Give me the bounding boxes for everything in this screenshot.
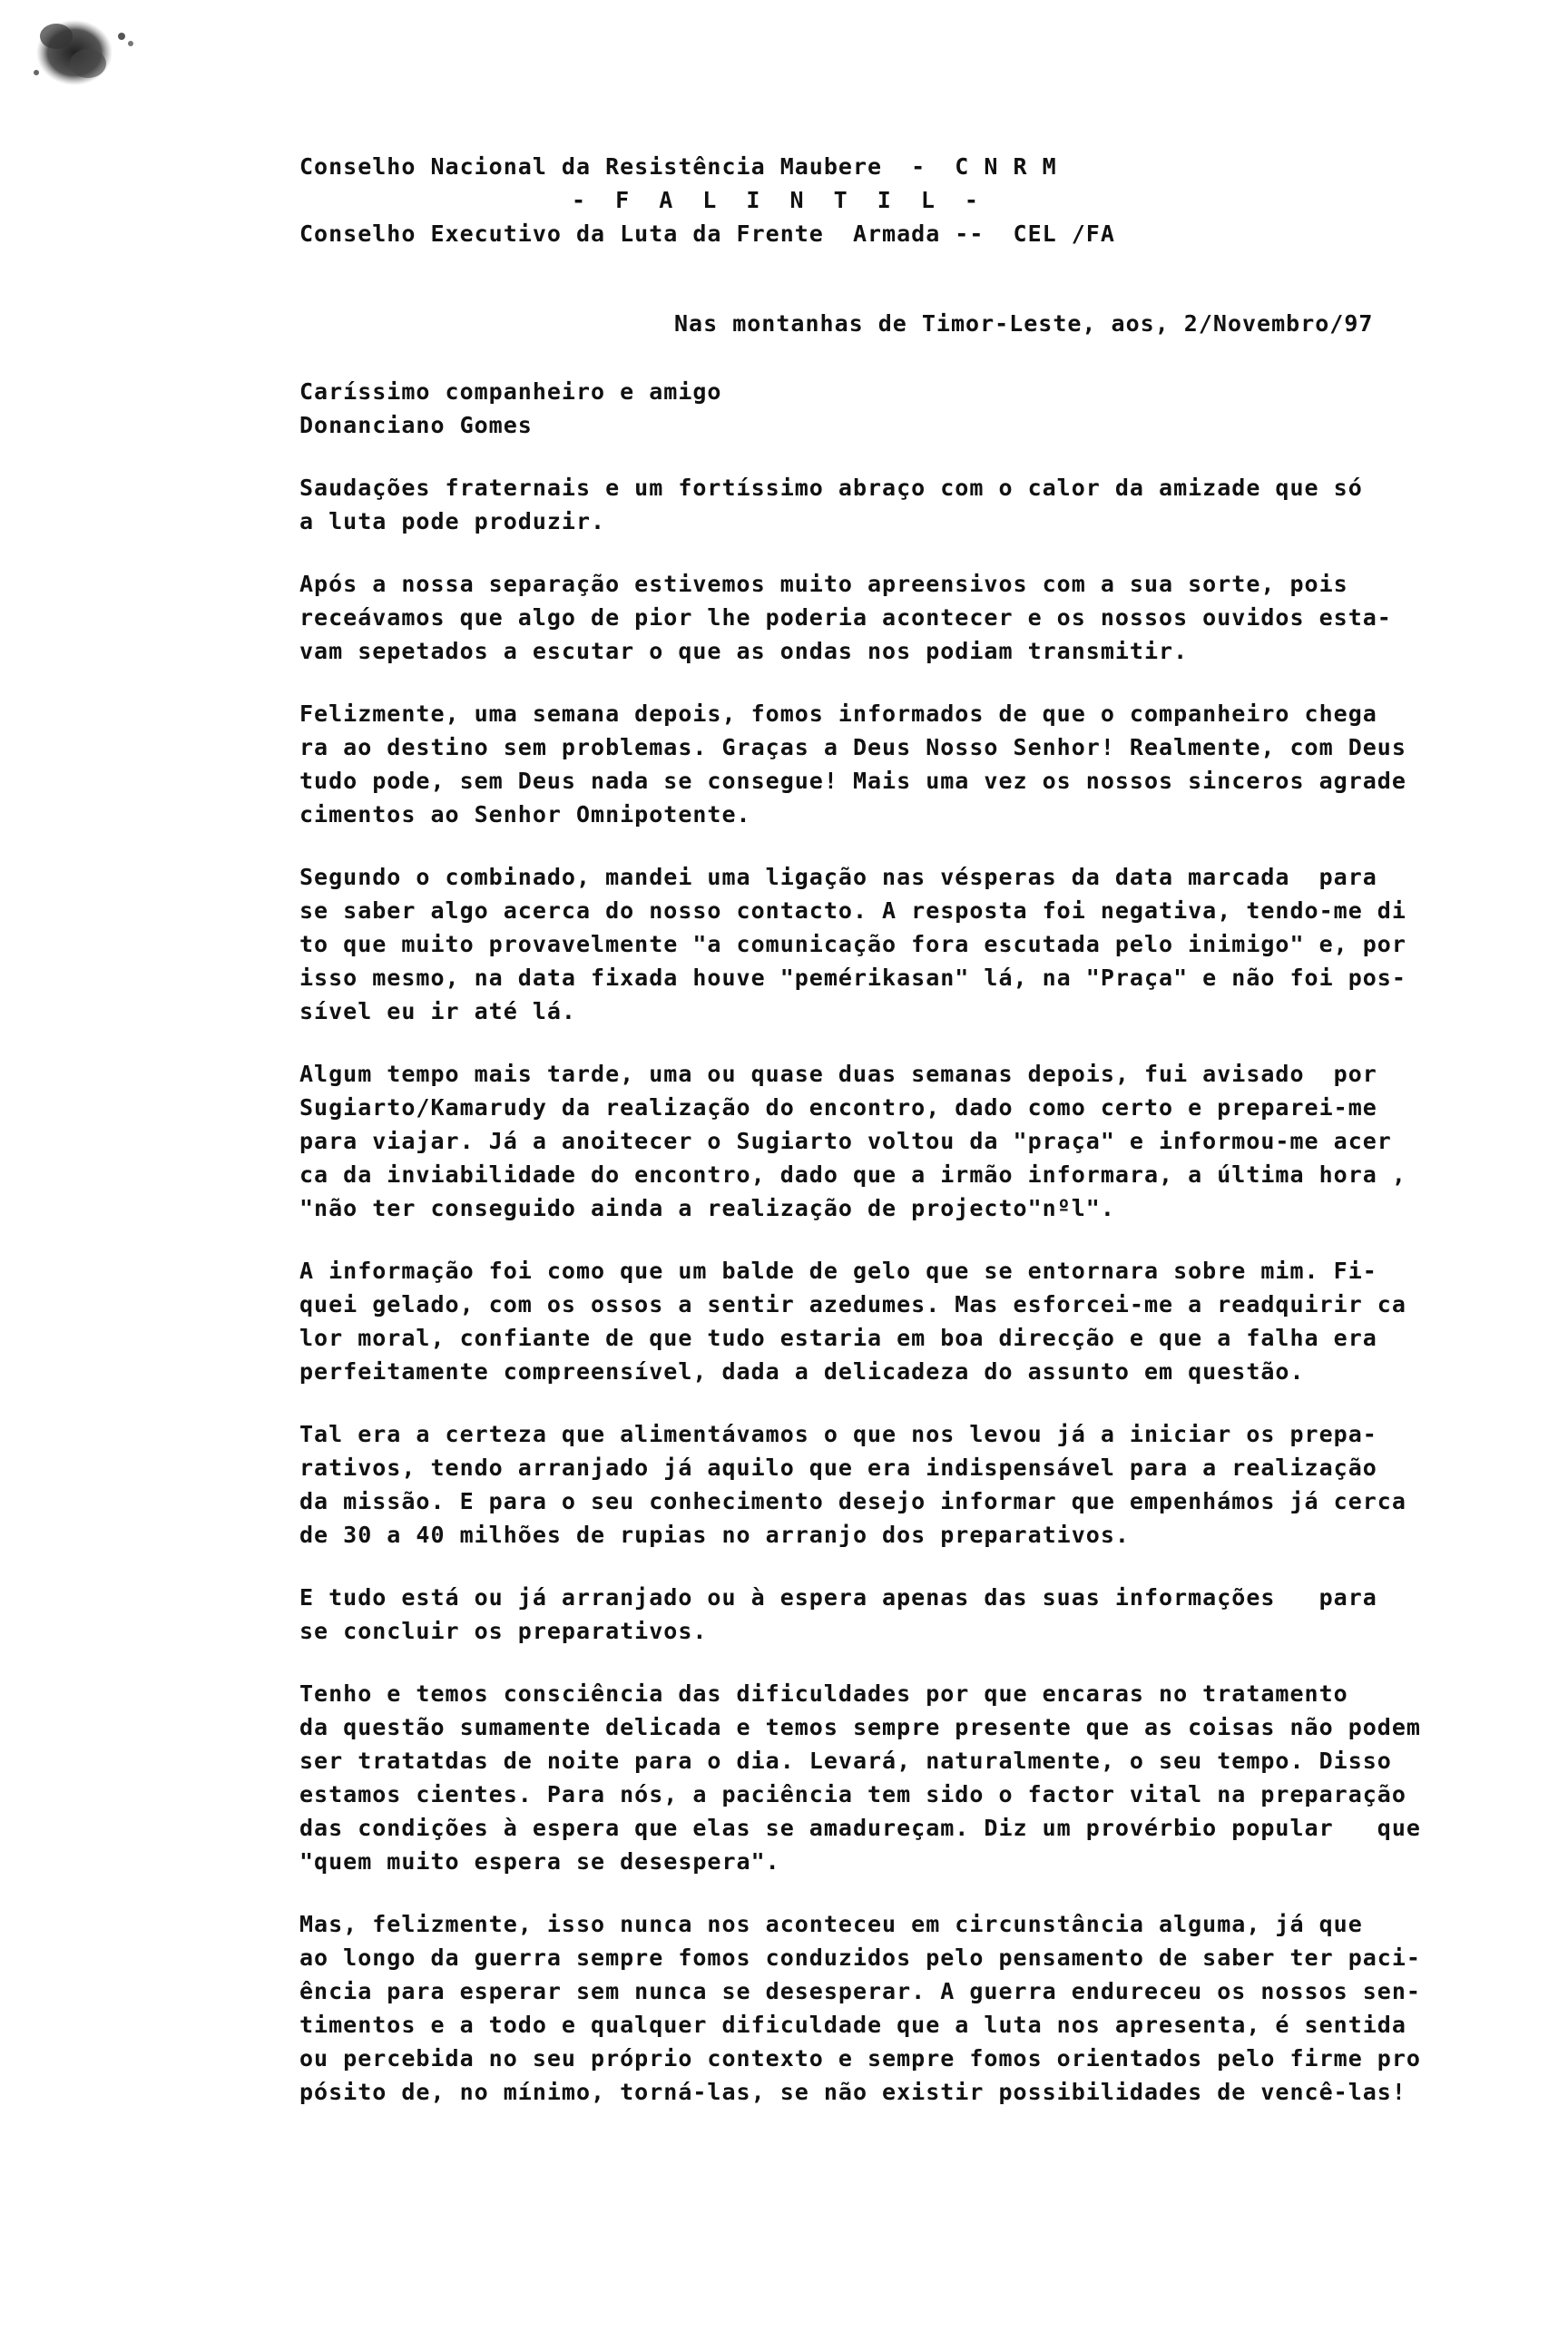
salutation-line-1: Caríssimo companheiro e amigo: [299, 378, 722, 405]
paragraph: [299, 697, 1452, 831]
paragraph-line: a luta pode produzir.: [299, 508, 606, 534]
paragraph-line: "não ter conseguido ainda a realização de projecto"nºl".: [299, 1195, 1115, 1221]
paragraph: [299, 1581, 1452, 1648]
letterhead: [299, 150, 1452, 250]
letterhead-line-3: Conselho Executivo da Luta da Frente Armada -- CEL /FA: [299, 220, 1115, 247]
paragraph-line: Sugiarto/Kamarudy da realização do encontro, dado como certo e preparei-me: [299, 1094, 1377, 1121]
paragraph-line: da missão. E para o seu conhecimento desejo informar que empenhámos já cerca: [299, 1488, 1406, 1514]
paragraph-line: se concluir os preparativos.: [299, 1618, 708, 1644]
paragraph-line: "quem muito espera se desespera".: [299, 1848, 780, 1875]
paragraph: [299, 1417, 1452, 1552]
paragraph-line: Segundo o combinado, mandei uma ligação nas vésperas da data marcada para: [299, 864, 1377, 890]
paragraph: [299, 860, 1452, 1028]
paragraph-line: Saudações fraternais e um fortíssimo abraço com o calor da amizade que só: [299, 475, 1363, 501]
paragraph-line: timentos e a todo e qualquer dificuldade que a luta nos apresenta, é sentida: [299, 2012, 1406, 2038]
paragraph-line: ra ao destino sem problemas. Graças a Deus Nosso Senhor! Realmente, com Deus: [299, 734, 1406, 760]
ink-stain-mark: [20, 9, 142, 95]
paragraph: [299, 567, 1452, 668]
paragraph: [299, 1907, 1452, 2109]
paragraph-line: Mas, felizmente, isso nunca nos aconteceu em circunstância alguma, já que: [299, 1911, 1363, 1937]
paragraph: [299, 471, 1452, 538]
paragraph-line: isso mesmo, na data fixada houve "pemérikasan" lá, na "Praça" e não foi pos-: [299, 965, 1406, 991]
paragraph-line: rativos, tendo arranjado já aquilo que era indispensável para a realização: [299, 1455, 1377, 1481]
letter-body: [299, 471, 1452, 2109]
paragraph-line: ser tratatdas de noite para o dia. Levará, naturalmente, o seu tempo. Disso: [299, 1748, 1392, 1774]
letter-page: [299, 150, 1452, 2109]
paragraph: [299, 1677, 1452, 1878]
paragraph-line: Após a nossa separação estivemos muito apreensivos com a sua sorte, pois: [299, 571, 1348, 597]
paragraph-line: sível eu ir até lá.: [299, 998, 576, 1024]
paragraph-line: A informação foi como que um balde de gelo que se entornara sobre mim. Fi-: [299, 1258, 1377, 1284]
paragraph-line: lor moral, confiante de que tudo estaria em boa direcção e que a falha era: [299, 1325, 1377, 1351]
paragraph-line: das condições à espera que elas se amadureçam. Diz um provérbio popular que: [299, 1815, 1421, 1841]
paragraph-line: perfeitamente compreensível, dada a delicadeza do assunto em questão.: [299, 1358, 1305, 1385]
paragraph-line: se saber algo acerca do nosso contacto. A resposta foi negativa, tendo-me di: [299, 897, 1406, 924]
paragraph-line: tudo pode, sem Deus nada se consegue! Mais uma vez os nossos sinceros agrade: [299, 768, 1406, 794]
paragraph-line: Tenho e temos consciência das dificuldades por que encaras no tratamento: [299, 1680, 1348, 1707]
paragraph-line: pósito de, no mínimo, torná-las, se não existir possibilidades de vencê-las!: [299, 2079, 1406, 2105]
paragraph: [299, 1057, 1452, 1225]
paragraph-line: Algum tempo mais tarde, uma ou quase duas semanas depois, fui avisado por: [299, 1061, 1377, 1087]
paragraph-line: ou percebida no seu próprio contexto e sempre fomos orientados pelo firme pro: [299, 2045, 1421, 2072]
paragraph: [299, 1254, 1452, 1388]
paragraph-line: vam sepetados a escutar o que as ondas nos podiam transmitir.: [299, 638, 1189, 664]
paragraph-line: ao longo da guerra sempre fomos conduzidos pelo pensamento de saber ter paci-: [299, 1944, 1421, 1971]
paragraph-line: ca da inviabilidade do encontro, dado que a irmão informara, a última hora ,: [299, 1161, 1406, 1188]
paragraph-line: da questão sumamente delicada e temos sempre presente que as coisas não podem: [299, 1714, 1421, 1740]
paragraph-line: estamos cientes. Para nós, a paciência tem sido o factor vital na preparação: [299, 1781, 1406, 1807]
paragraph-line: de 30 a 40 milhões de rupias no arranjo dos preparativos.: [299, 1522, 1130, 1548]
letterhead-line-2: - F A L I N T I L -: [572, 187, 986, 213]
paragraph-line: receávamos que algo de pior lhe poderia acontecer e os nossos ouvidos esta-: [299, 604, 1392, 631]
paragraph-line: cimentos ao Senhor Omnipotente.: [299, 801, 751, 828]
paragraph-line: Tal era a certeza que alimentávamos o que nos levou já a iniciar os prepa-: [299, 1421, 1377, 1447]
paragraph-line: para viajar. Já a anoitecer o Sugiarto voltou da "praça" e informou-me acer: [299, 1128, 1392, 1154]
paragraph-line: E tudo está ou já arranjado ou à espera apenas das suas informações para: [299, 1584, 1377, 1611]
recipient-name: Donanciano Gomes: [299, 412, 533, 438]
dateline: Nas montanhas de Timor-Leste, aos, 2/Novembro/97: [674, 310, 1374, 337]
paragraph-line: to que muito provavelmente "a comunicação fora escutada pelo inimigo" e, por: [299, 931, 1406, 957]
paragraph-line: quei gelado, com os ossos a sentir azedumes. Mas esforcei-me a readquirir ca: [299, 1291, 1406, 1317]
paragraph-line: Felizmente, uma semana depois, fomos informados de que o companheiro chega: [299, 700, 1377, 727]
paragraph-line: ência para esperar sem nunca se desesperar. A guerra endureceu os nossos sen-: [299, 1978, 1421, 2004]
letterhead-line-1: Conselho Nacional da Resistência Maubere - C N R M: [299, 153, 1057, 180]
salutation: [299, 375, 1452, 442]
